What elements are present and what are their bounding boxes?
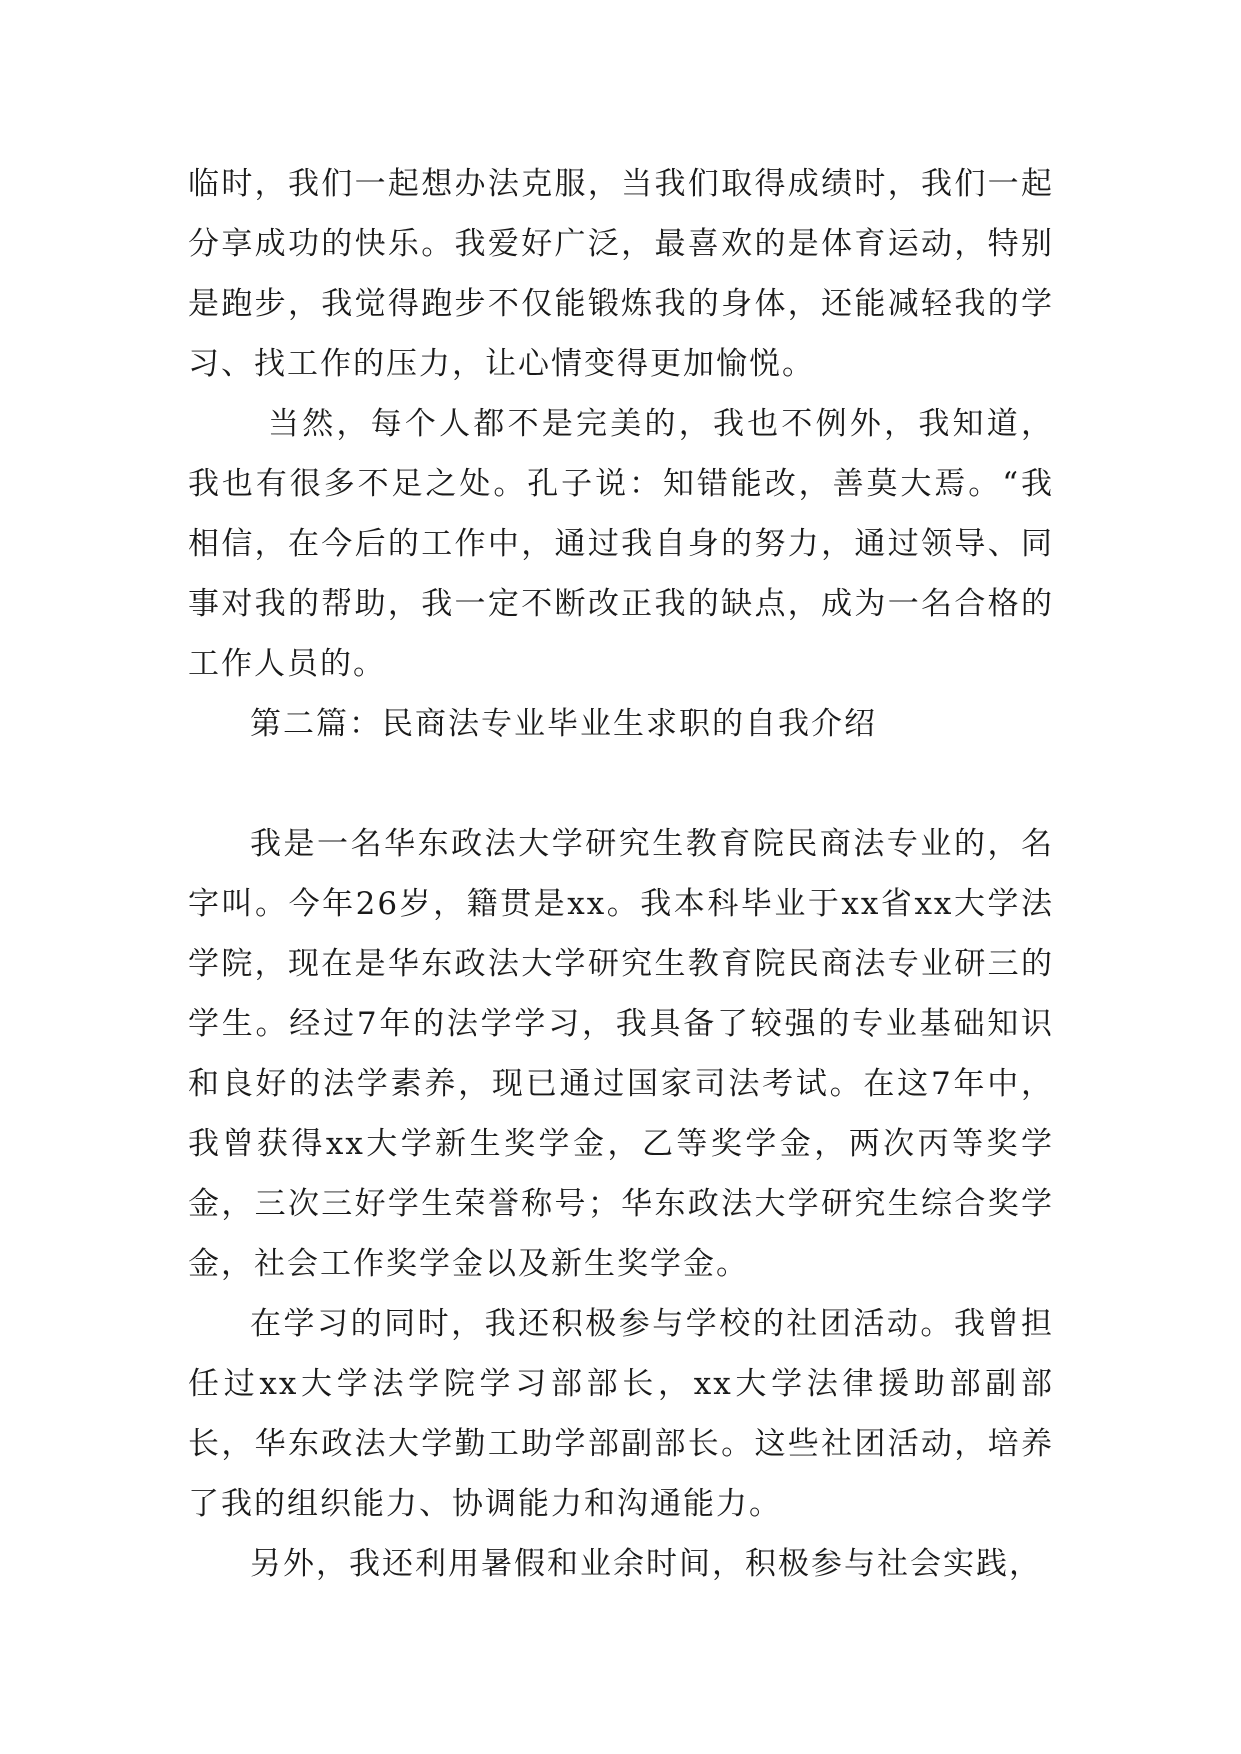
section-gap [188,754,1054,814]
section-title: 第二篇：民商法专业毕业生求职的自我介绍 [250,706,877,742]
document-body [188,154,1054,1594]
paragraph-continuation: 临时，我们一起想办法克服，当我们取得成绩时，我们一起分享成功的快乐。我爱好广泛，最喜欢的是体育运动，特别是跑步，我觉得跑步不仅能锻炼我的身体，还能减轻我的学习、找工作的压力，让心情变得更加愉悦。 [188,166,1054,382]
paragraph-self-reflection: 当然，每个人都不是完美的，我也不例外，我知道，我也有很多不足之处。孔子说：知错能改，善莫大焉。“我相信，在今后的工作中，通过我自身的努力，通过领导、同事对我的帮助，我一定不断改正我的缺点，成为一名合格的工作人员的。 [188,406,1054,682]
paragraph-introduction: 我是一名华东政法大学研究生教育院民商法专业的，名字叫。今年26岁，籍贯是xx。我本科毕业于xx省xx大学法学院，现在是华东政法大学研究生教育院民商法专业研三的学生。经过7年的法学学习，我具备了较强的专业基础知识和良好的法学素养，现已通过国家司法考试。在这7年中，我曾获得xx大学新生奖学金，乙等奖学金，两次丙等奖学金，三次三好学生荣誉称号；华东政法大学研究生综合奖学金，社会工作奖学金以及新生奖学金。 [188,826,1054,1282]
paragraph-activities: 在学习的同时，我还积极参与学校的社团活动。我曾担任过xx大学法学院学习部部长，xx大学法律援助部副部长，华东政法大学勤工助学部副部长。这些社团活动，培养了我的组织能力、协调能力和沟通能力。 [188,1306,1054,1522]
paragraph-practice: 另外，我还利用暑假和业余时间，积极参与社会实践， [250,1546,1042,1582]
